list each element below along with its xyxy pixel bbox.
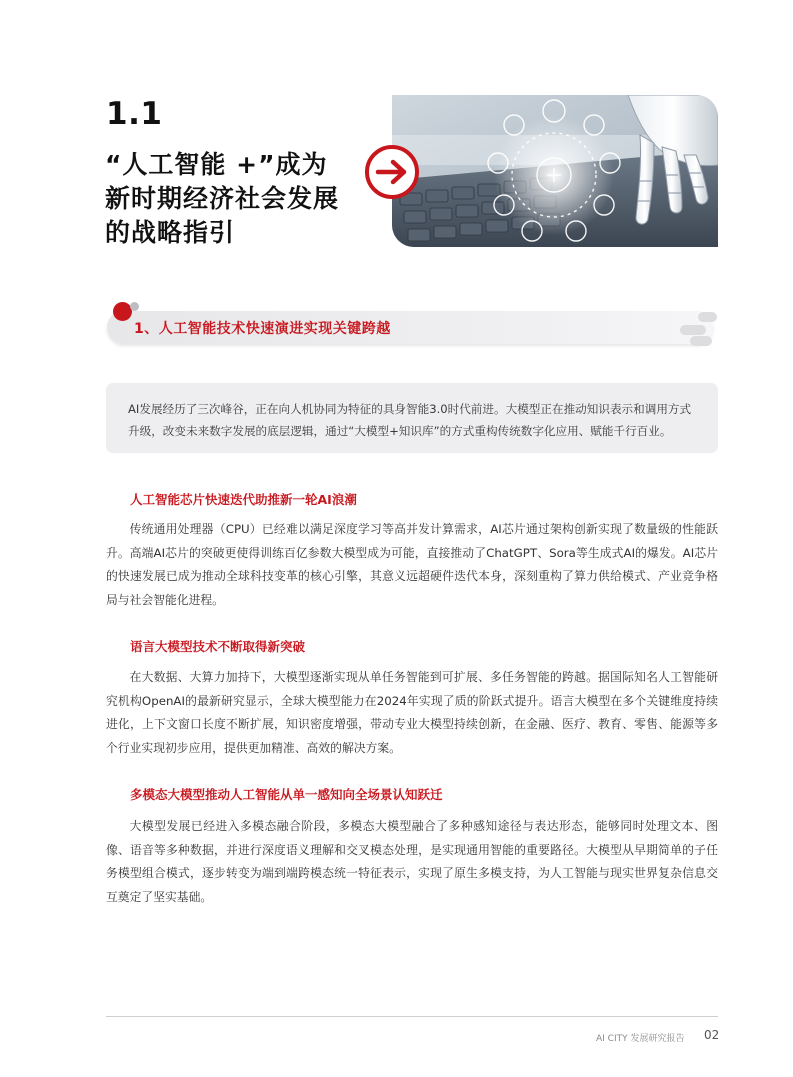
hero-image bbox=[392, 95, 718, 247]
band-pill-2 bbox=[680, 325, 706, 335]
page-title-line-3: 的战略指引 bbox=[105, 218, 236, 247]
section-band-title: 1、人工智能技术快速演进实现关键跨越 bbox=[134, 321, 391, 337]
footer-report-label: AI CITY 发展研究报告 bbox=[596, 1034, 685, 1044]
band-pill-1 bbox=[698, 312, 717, 322]
band-pill-3 bbox=[690, 336, 712, 346]
summary-text: AI发展经历了三次峰谷，正在向人机协同为特征的具身智能3.0时代前进。大模型正在推动知识表示和调用方式升级，改变未来数字发展的底层逻辑，通过“大模型+知识库”的方式重构传统数字化应用、赋能千行百业。 bbox=[128, 402, 692, 438]
section-heading-multimodal: 多模态大模型推动人工智能从单一感知向全场景认知跃迁 bbox=[130, 787, 443, 802]
band-dot-gray bbox=[130, 302, 139, 311]
arrow-right-icon bbox=[369, 149, 415, 195]
summary-panel bbox=[106, 383, 718, 453]
section-body-ai-chips: 传统通用处理器（CPU）已经难以满足深度学习等高并发计算需求，AI芯片通过架构创新实现了数量级的性能跃升。高端AI芯片的突破更使得训练百亿参数大模型成为可能，直接推动了ChatGPT、Sora等生成式AI的爆发。AI芯片的快速发展已成为推动全球科技变革的核心引擎，其意义远超硬件迭代本身，深刻重构了算力供给模式、产业竞争格局与社会智能化进程。 bbox=[106, 522, 718, 607]
arrow-badge bbox=[365, 145, 419, 199]
footer-rule bbox=[106, 1016, 718, 1017]
section-heading-ai-chips: 人工智能芯片快速迭代助推新一轮AI浪潮 bbox=[130, 492, 357, 507]
section-body-multimodal: 大模型发展已经进入多模态融合阶段，多模态大模型融合了多种感知途径与表达形态，能够同时处理文本、图像、语音等多种数据，并进行深度语义理解和交叉模态处理，是实现通用智能的重要路径。大模型从早期简单的子任务模型组合模式，逐步转变为端到端跨模态统一特征表示，实现了原生多模支持，为人工智能与现实世界复杂信息交互奠定了坚实基础。 bbox=[106, 819, 718, 904]
robot-hand-keyboard-image bbox=[392, 95, 718, 247]
section-number: 1.1 bbox=[106, 96, 163, 132]
section-heading-llm: 语言大模型技术不断取得新突破 bbox=[130, 639, 306, 654]
page-title-line-1: “人工智能 +”成为 bbox=[105, 150, 328, 179]
footer-page-number: 02 bbox=[704, 1028, 720, 1042]
section-body-llm: 在大数据、大算力加持下，大模型逐渐实现从单任务智能到可扩展、多任务智能的跨越。据国际知名人工智能研究机构OpenAI的最新研究显示，全球大模型能力在2024年实现了质的阶跃式提升。语言大模型在多个关键维度持续进化，上下文窗口长度不断扩展，知识密度增强，带动专业大模型持续创新，在金融、医疗、教育、零售、能源等多个行业实现初步应用，提供更加精准、高效的解决方案。 bbox=[106, 670, 718, 755]
page-title-line-2: 新时期经济社会发展 bbox=[105, 184, 340, 213]
